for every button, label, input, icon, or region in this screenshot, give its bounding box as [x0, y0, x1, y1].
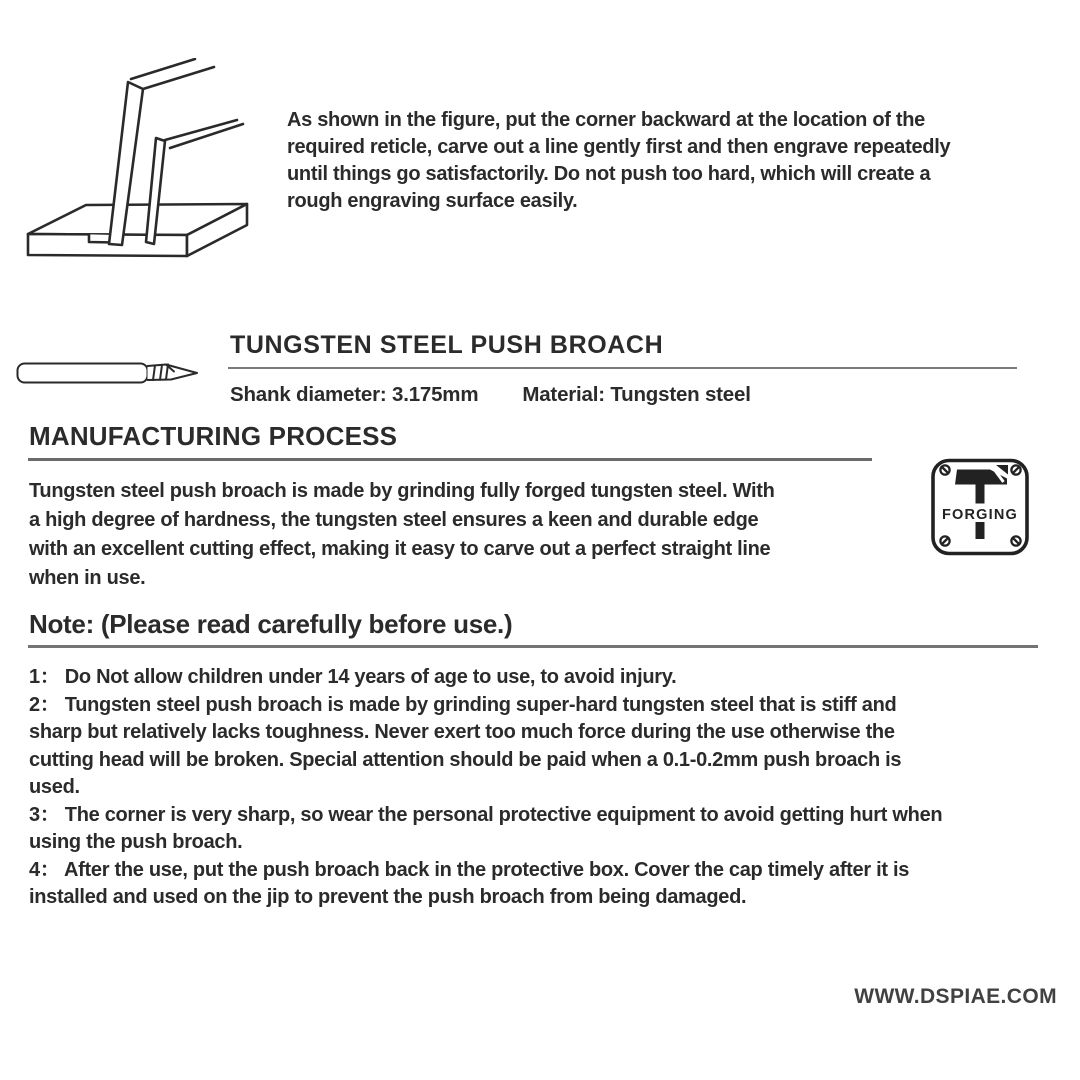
- note-line: cutting head will be broken. Special attention should be paid when a 0.1-0.2mm push broach is: [29, 748, 902, 771]
- note-line: used.: [29, 776, 80, 798]
- push-broach-drawing: [16, 360, 198, 386]
- broach-shank: [18, 364, 148, 383]
- usage-paragraph: [287, 107, 1073, 215]
- product-specs: [230, 383, 751, 407]
- material-spec: Material: Tungsten steel: [522, 383, 751, 406]
- note-line: 4： After the use, put the push broach back in the protective box. Cover the cap timely after it is: [29, 858, 910, 881]
- usage-line: rough engraving surface easily.: [287, 190, 578, 212]
- hammer-handle-lower: [976, 522, 985, 539]
- website-url: WWW.DSPIAE.COM: [854, 985, 1057, 1008]
- note-line: 1： Do Not allow children under 14 years of age to use, to avoid injury.: [29, 666, 677, 688]
- note-heading: Note: (Please read carefully before use.): [29, 609, 513, 639]
- forging-badge: [930, 458, 1030, 556]
- product-title: TUNGSTEN STEEL PUSH BROACH: [230, 331, 664, 359]
- engraving-tool-on-workpiece-icon: [25, 58, 255, 263]
- pen-body-line-2: [143, 67, 214, 89]
- usage-line: until things go satisfactorily. Do not push too hard, which will create a: [287, 163, 931, 185]
- note-line: using the push broach.: [29, 831, 243, 853]
- manufacturing-paragraph: [29, 477, 929, 593]
- note-line: installed and used on the jip to prevent the push broach from being damaged.: [29, 886, 747, 908]
- manufacturing-line: when in use.: [29, 567, 146, 589]
- note-line: 2： Tungsten steel push broach is made by grinding super-hard tungsten steel that is stiff and: [29, 693, 897, 716]
- engraving-usage-illustration: [25, 58, 255, 263]
- usage-line: required reticle, carve out a line gently first and then engrave repeatedly: [287, 136, 951, 158]
- manufacturing-line: Tungsten steel push broach is made by grinding fully forged tungsten steel. With: [29, 480, 775, 502]
- manufacturing-line: a high degree of hardness, the tungsten steel ensures a keen and durable edge: [29, 509, 759, 531]
- title-underline: [228, 367, 1017, 369]
- push-broach-icon: [16, 360, 198, 386]
- note-list: [29, 664, 1075, 912]
- shank-spec: Shank diameter: 3.175mm: [230, 383, 479, 406]
- manufacturing-underline: [28, 458, 872, 461]
- note-line: 3： The corner is very sharp, so wear the personal protective equipment to avoid getting hurt when: [29, 803, 943, 826]
- note-line: sharp but relatively lacks toughness. Never exert too much force during the use otherwise the: [29, 721, 895, 743]
- usage-line: As shown in the figure, put the corner backward at the location of the: [287, 109, 925, 131]
- note-underline: [28, 645, 1038, 648]
- forging-stamp-icon: [930, 458, 1030, 556]
- hammer-handle-upper: [976, 485, 985, 504]
- manufacturing-line: with an excellent cutting effect, making it easy to carve out a perfect straight line: [29, 538, 771, 560]
- badge-label: FORGING: [941, 507, 1019, 523]
- manufacturing-heading: MANUFACTURING PROCESS: [29, 421, 398, 451]
